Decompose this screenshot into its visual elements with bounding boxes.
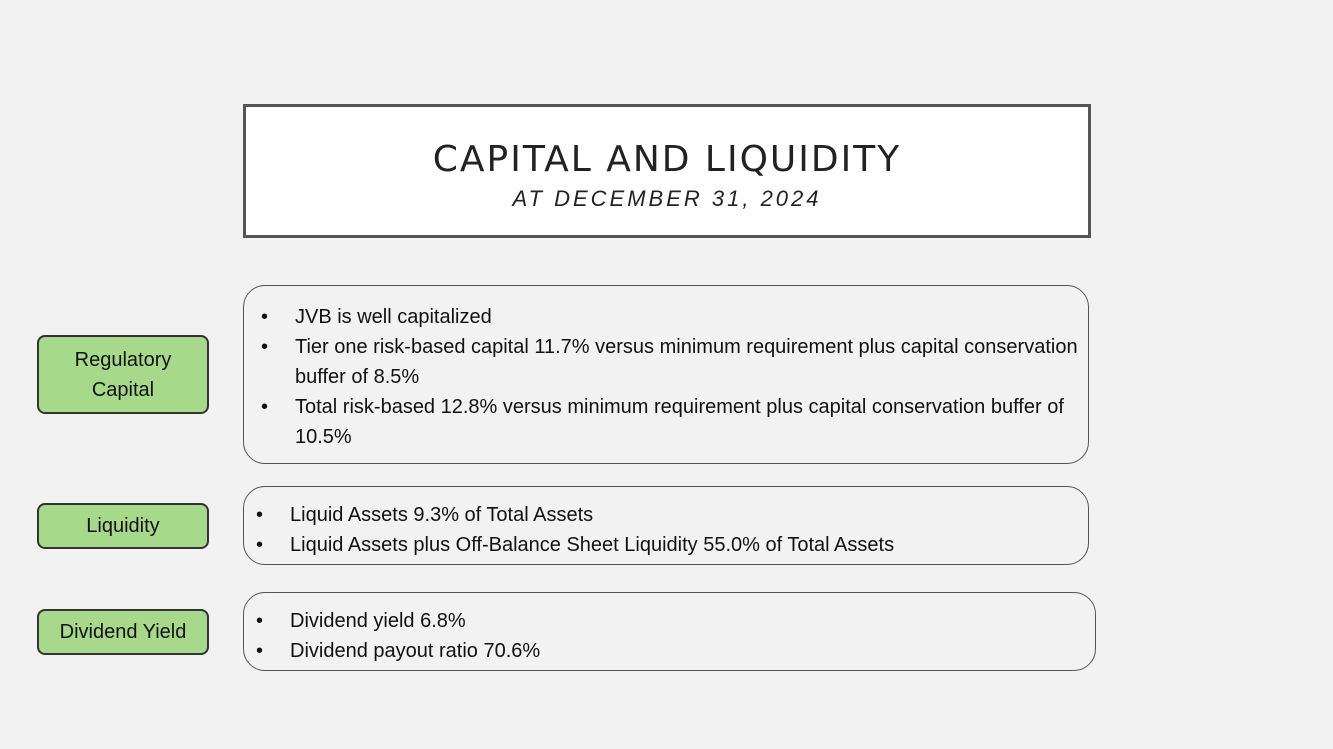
bullet-text: Liquid Assets 9.3% of Total Assets bbox=[290, 504, 594, 526]
bullet-text: JVB is well capitalized bbox=[295, 306, 492, 328]
bullet-text: Liquid Assets plus Off-Balance Sheet Liquidity 55.0% of Total Assets bbox=[290, 534, 895, 556]
regulatory-capital-label-text: Regulatory Capital bbox=[74, 348, 172, 401]
regulatory-capital-box bbox=[243, 285, 1089, 464]
regulatory-capital-label bbox=[37, 335, 209, 414]
list-item: • Liquid Assets plus Off-Balance Sheet Liquidity 55.0% of Total Assets bbox=[256, 534, 895, 556]
list-item: • Dividend yield 6.8% bbox=[256, 610, 466, 632]
title-box bbox=[243, 104, 1091, 238]
liquidity-label bbox=[37, 503, 209, 549]
bullet-text: Dividend payout ratio 70.6% bbox=[290, 640, 541, 662]
dividend-yield-box bbox=[243, 592, 1096, 671]
dividend-yield-label-text: Dividend Yield bbox=[59, 621, 187, 643]
liquidity-box bbox=[243, 486, 1089, 565]
regulatory-capital-list bbox=[244, 302, 1088, 452]
dividend-yield-label bbox=[37, 609, 209, 655]
list-item: • JVB is well capitalized bbox=[261, 306, 492, 328]
list-item: • Tier one risk-based capital 11.7% versus minimum requirement plus capital conservation buffer of 8.5% bbox=[261, 336, 1078, 388]
list-item: • Dividend payout ratio 70.6% bbox=[256, 640, 541, 662]
bullet-text: Tier one risk-based capital 11.7% versus minimum requirement plus capital conservation buffer of 8.5% bbox=[295, 336, 1078, 388]
list-item: • Total risk-based 12.8% versus minimum requirement plus capital conservation buffer of 10.5% bbox=[261, 396, 1064, 448]
page-subtitle: AT DECEMBER 31, 2024 bbox=[512, 186, 822, 211]
bullet-text: Total risk-based 12.8% versus minimum requirement plus capital conservation buffer of 10.5% bbox=[295, 396, 1064, 448]
liquidity-label-text: Liquidity bbox=[86, 515, 160, 537]
dividend-yield-list bbox=[244, 606, 1095, 666]
list-item: • Liquid Assets 9.3% of Total Assets bbox=[256, 504, 594, 526]
page-title: CAPITAL AND LIQUIDITY bbox=[432, 139, 902, 180]
liquidity-list bbox=[244, 500, 1088, 560]
bullet-text: Dividend yield 6.8% bbox=[290, 610, 466, 632]
